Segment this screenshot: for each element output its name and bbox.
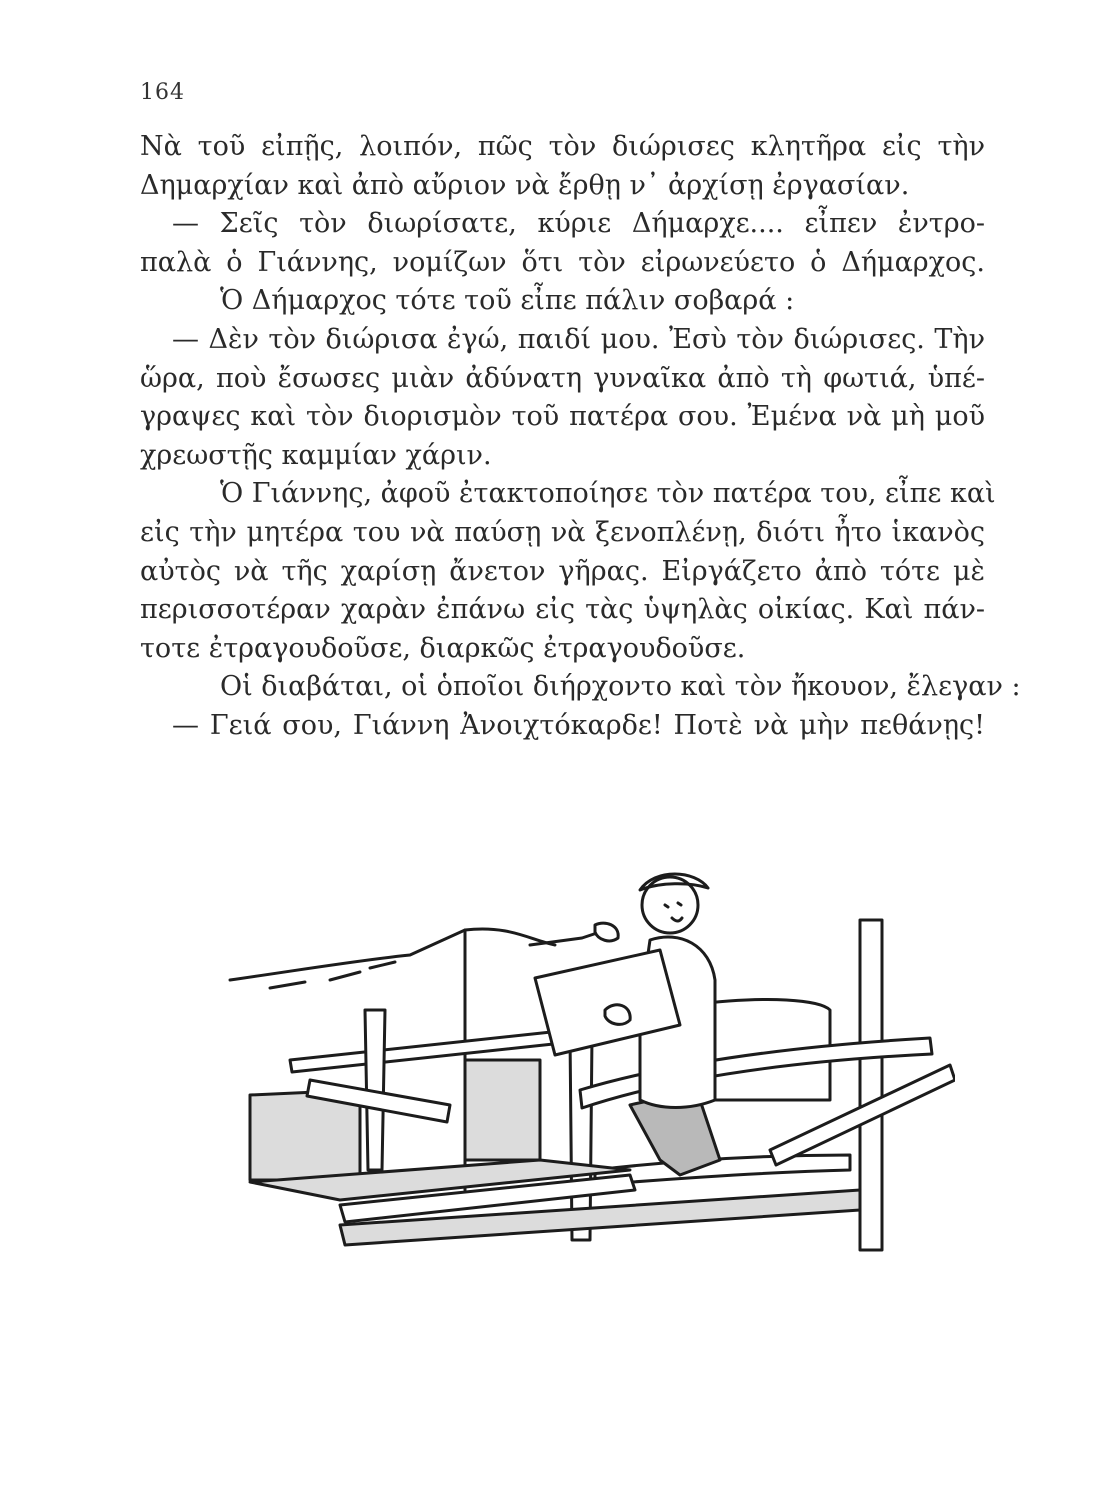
mason-on-scaffold-drawing [210,860,955,1260]
text-line: περισσοτέραν χαρὰν ἐπάνω εἰς τὰς ὑψηλὰς οἰκίας. Καὶ πάν- [140,594,985,626]
page-text [140,128,1021,746]
text-line: γραψες καὶ τὸν διορισμὸν τοῦ πατέρα σου. Ἐμένα νὰ μὴ μοῦ [140,401,985,433]
text-line: εἰς τὴν μητέρα του νὰ παύσῃ νὰ ξενοπλένῃ, διότι ἦτο ἱκανὸς [140,516,985,548]
text-line: χρεωστῇς καμμίαν χάριν. [140,439,492,471]
page-number: 164 [140,80,185,105]
text-line: Ὁ Δήμαρχος τότε τοῦ εἶπε πάλιν σοβαρά : [220,285,795,317]
text-line: — Σεῖς τὸν διωρίσατε, κύριε Δήμαρχε.... εἶπεν ἐντρο- [172,208,985,240]
text-line: Οἱ διαβάται, οἱ ὁποῖοι διήρχοντο καὶ τὸν ἤκουον, ἔλεγαν : [220,671,1021,703]
trowel [530,932,600,945]
text-line: Νὰ τοῦ εἰπῇς, λοιπόν, πῶς τὸν διώρισες κλητῆρα εἰς τὴν [140,131,985,162]
wall-top-edge [230,929,555,980]
text-line: — Δὲν τὸν διώρισα ἐγώ, παιδί μου. Ἐσὺ τὸν διώρισες. Τὴν [172,323,985,355]
post-right [860,920,882,1250]
text-line: αὐτὸς νὰ τῆς χαρίσῃ ἄνετον γῆρας. Εἰργάζετο ἀπὸ τότε μὲ [140,555,985,587]
text-line: — Γειά σου, Γιάννη Ἀνοιχτόκαρδε! Ποτὲ νὰ μὴν πεθάνῃς! [172,709,985,741]
text-line: παλὰ ὁ Γιάννης, νομίζων ὅτι τὸν εἰρωνεύετο ὁ Δήμαρχος. [140,246,985,278]
text-line: Δημαρχίαν καὶ ἀπὸ αὔριον νὰ ἔρθῃ ν᾽ ἀρχίσῃ ἐργασίαν. [140,169,910,201]
wall-shadow-right [465,1060,540,1160]
scaffold-illustration [210,860,955,1260]
text-line: τοτε ἐτραγουδοῦσε, διαρκῶς ἐτραγουδοῦσε. [140,632,746,664]
text-line: ὥρα, ποὺ ἔσωσες μιὰν ἀδύνατη γυναῖκα ἀπὸ τὴ φωτιά, ὑπέ- [140,362,985,394]
mason-hand [595,923,618,941]
text-line: Ὁ Γιάννης, ἀφοῦ ἐτακτοποίησε τὸν πατέρα του, εἶπε καὶ [220,478,996,510]
mason-hand-lower [605,1005,630,1025]
